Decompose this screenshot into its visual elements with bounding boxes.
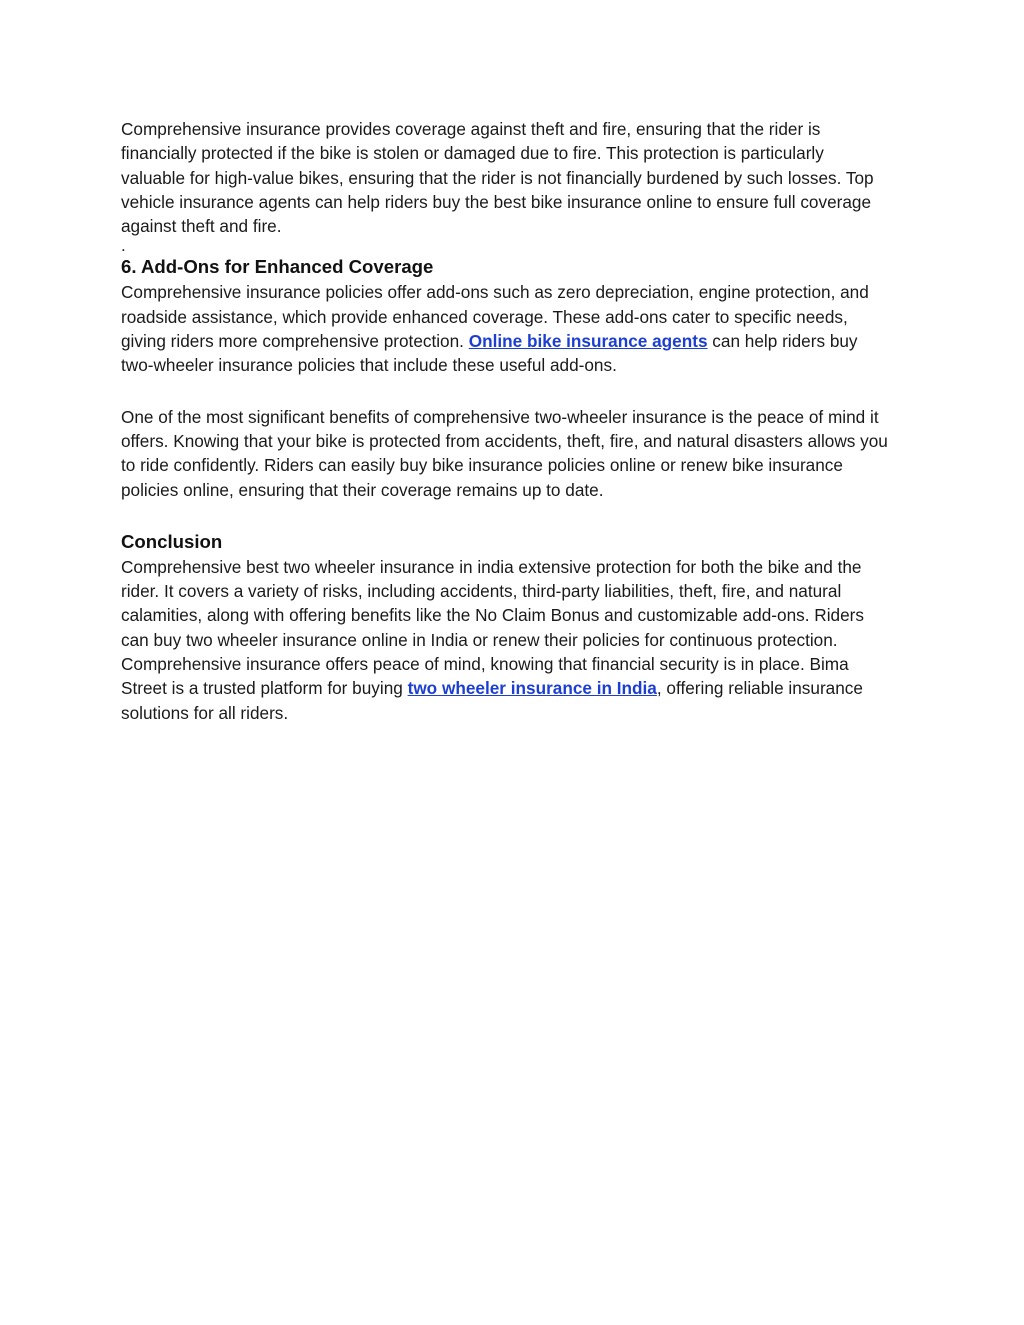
heading-add-ons: 6. Add-Ons for Enhanced Coverage — [121, 256, 434, 278]
paragraph-add-ons-text-start: Comprehensive insurance policies offer add-ons such as zero depreciation, engine protection, and roadside assistance, which provide enhanced coverage. These add-ons cater to specific needs, giving riders more comprehensive protection. — [121, 282, 869, 352]
paragraph-add-ons-text-end: can help riders buy two-wheeler insurance policies that include these useful add-ons. — [121, 331, 858, 376]
paragraph-conclusion-text-start: Comprehensive best two wheeler insurance in india extensive protection for both the bike and the rider. It covers a variety of risks, including accidents, third-party liabilities, theft, fire, and natural calamities, along with offering benefits like the No Claim Bonus and customizable add-ons. Riders can buy two wheeler insurance online in India or renew their policies for continuous protection. Comprehensive insurance offers peace of mind, knowing that financial security is in place. Bima Street is a trusted platform for buying — [121, 556, 864, 699]
heading-conclusion: Conclusion — [121, 530, 223, 552]
spacer — [121, 502, 891, 529]
document-body — [121, 117, 891, 725]
stray-period: . — [121, 236, 126, 256]
paragraph-theft-fire: Comprehensive insurance provides coverage against theft and fire, ensuring that the rider is financially protected if the bike is stolen or damaged due to fire. This protection is particularly valuable for high-value bikes, ensuring that the rider is not financially burdened by such losses. Top vehicle insurance agents can help riders buy the best bike insurance online to ensure full coverage against theft and fire. — [121, 119, 874, 237]
spacer — [121, 378, 891, 405]
paragraph-add-ons — [121, 280, 891, 377]
paragraph-peace-of-mind: One of the most significant benefits of comprehensive two-wheeler insurance is the peace of mind it offers. Knowing that your bike is protected from accidents, theft, fire, and natural disasters allows you to ride confidently. Riders can easily buy bike insurance policies online or renew bike insurance policies online, ensuring that their coverage remains up to date. — [121, 406, 888, 500]
paragraph-conclusion-text-end: , offering reliable insurance solutions for all riders. — [121, 678, 863, 723]
link-online-bike-insurance-agents[interactable]: Online bike insurance agents — [468, 331, 708, 352]
paragraph-conclusion — [121, 555, 891, 725]
link-two-wheeler-insurance-india[interactable]: two wheeler insurance in India — [407, 678, 657, 699]
